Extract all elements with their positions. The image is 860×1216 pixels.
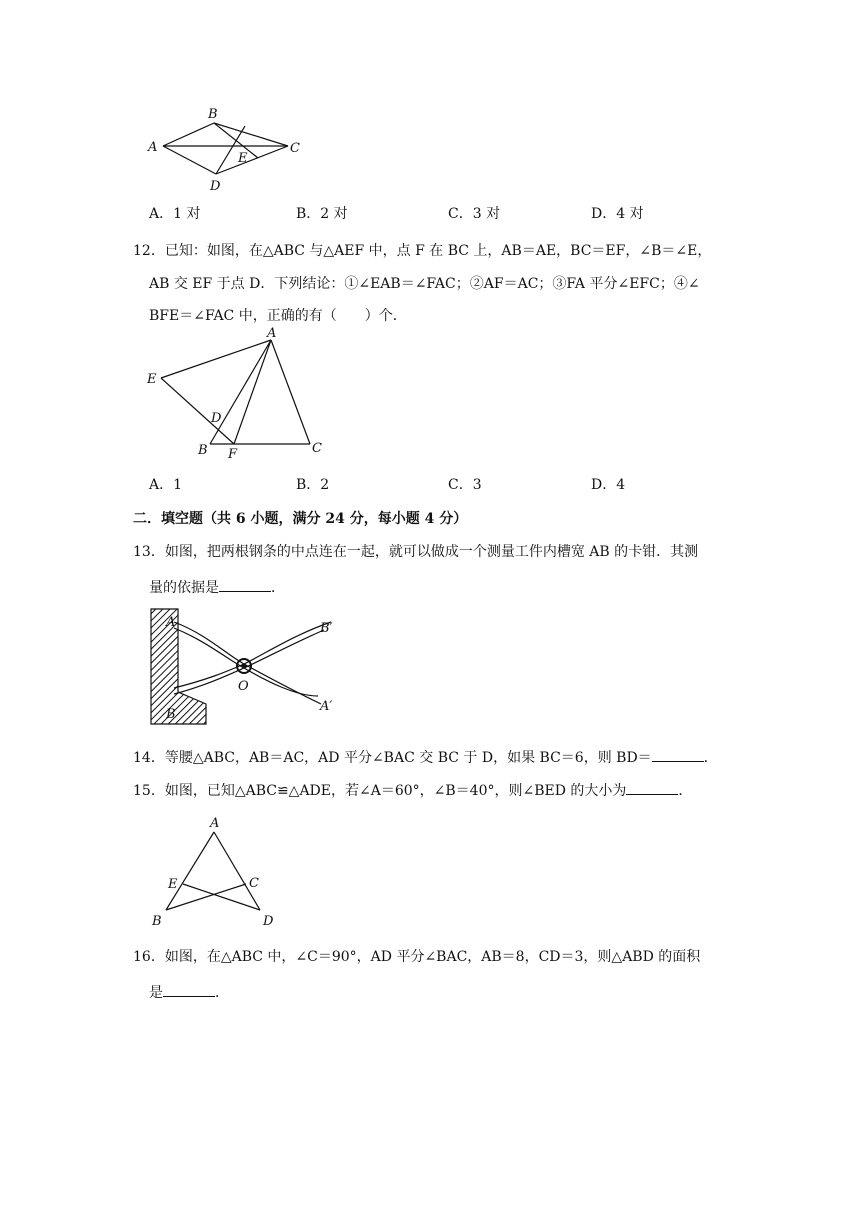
q16-line-2: [149, 982, 229, 1002]
q13-line-1: 13．如图，把两根钢条的中点连在一起，就可以做成一个测量工件内槽宽 AB 的卡钳．其测: [133, 544, 699, 560]
q11-option-b: B．2 对: [296, 206, 348, 222]
period: ．: [678, 783, 693, 799]
label-b: B: [198, 443, 208, 458]
label-a: A: [210, 816, 220, 831]
label-c: C: [312, 441, 322, 456]
q15-text-main: 15．如图，已知△ABC≌△ADE，若∠A＝60°，∠B＝40°，则∠BED 的大小为: [133, 783, 627, 799]
label-d: D: [211, 411, 222, 426]
label-d: D: [263, 914, 274, 929]
label-b: B: [208, 107, 218, 122]
answer-blank: [219, 579, 271, 592]
q11-option-a: A．1 对: [149, 206, 201, 222]
period: ．: [215, 985, 229, 1001]
label-b: B: [166, 707, 176, 722]
figure-q15: [148, 812, 288, 930]
label-e: E: [168, 877, 178, 892]
label-a: A: [166, 615, 176, 630]
label-a: A: [267, 326, 277, 341]
q12-option-c: C．3: [448, 477, 482, 493]
q13-line-2: [149, 577, 285, 597]
label-a: A: [148, 140, 158, 155]
figure-q12: [143, 328, 343, 463]
answer-blank: [652, 749, 704, 762]
label-b-prime: B′: [320, 621, 333, 636]
q12-line-1: 12．已知：如图，在△ABC 与△AEF 中，点 F 在 BC 上，AB＝AE，BC＝EF，∠B＝∠E，: [133, 243, 712, 259]
label-f: F: [228, 447, 238, 462]
answer-blank: [626, 782, 678, 795]
q11-option-c: C．3 对: [448, 206, 501, 222]
label-e: E: [238, 151, 248, 166]
label-c: C: [290, 141, 300, 156]
q12-option-a: A．1: [149, 477, 183, 493]
q16-line-2-text: 是: [149, 985, 163, 1001]
period: ．: [271, 580, 285, 596]
label-o: O: [238, 679, 249, 694]
figure-q11: [148, 102, 308, 197]
figure-q13: [146, 604, 356, 726]
label-e: E: [147, 372, 157, 387]
q12-option-b: B．2: [296, 477, 330, 493]
q14-text: [133, 747, 718, 767]
q12-line-3: BFE＝∠FAC 中，正确的有（ ）个．: [149, 308, 407, 324]
label-a-prime: A′: [320, 699, 333, 714]
q13-line-2-text: 量的依据是: [149, 580, 219, 596]
q15-text: [133, 780, 692, 800]
period: ．: [703, 750, 718, 766]
answer-blank: [163, 984, 215, 997]
q12-line-2: AB 交 EF 于点 D．下列结论：①∠EAB＝∠FAC；②AF＝AC；③FA 平分∠EFC；④∠: [149, 276, 700, 292]
q14-text-main: 14．等腰△ABC，AB＝AC，AD 平分∠BAC 交 BC 于 D，如果 BC＝6，则 BD＝: [133, 750, 652, 766]
q11-option-d: D．4 对: [591, 206, 644, 222]
section-heading: 二．填空题（共 6 小题，满分 24 分，每小题 4 分）: [133, 511, 468, 527]
q12-option-d: D．4: [591, 477, 626, 493]
label-d: D: [210, 179, 221, 194]
label-c: C: [249, 876, 259, 891]
label-b: B: [152, 914, 162, 929]
q16-line-1: 16．如图，在△ABC 中，∠C＝90°，AD 平分∠BAC，AB＝8，CD＝3，则△ABD 的面积: [133, 949, 701, 965]
